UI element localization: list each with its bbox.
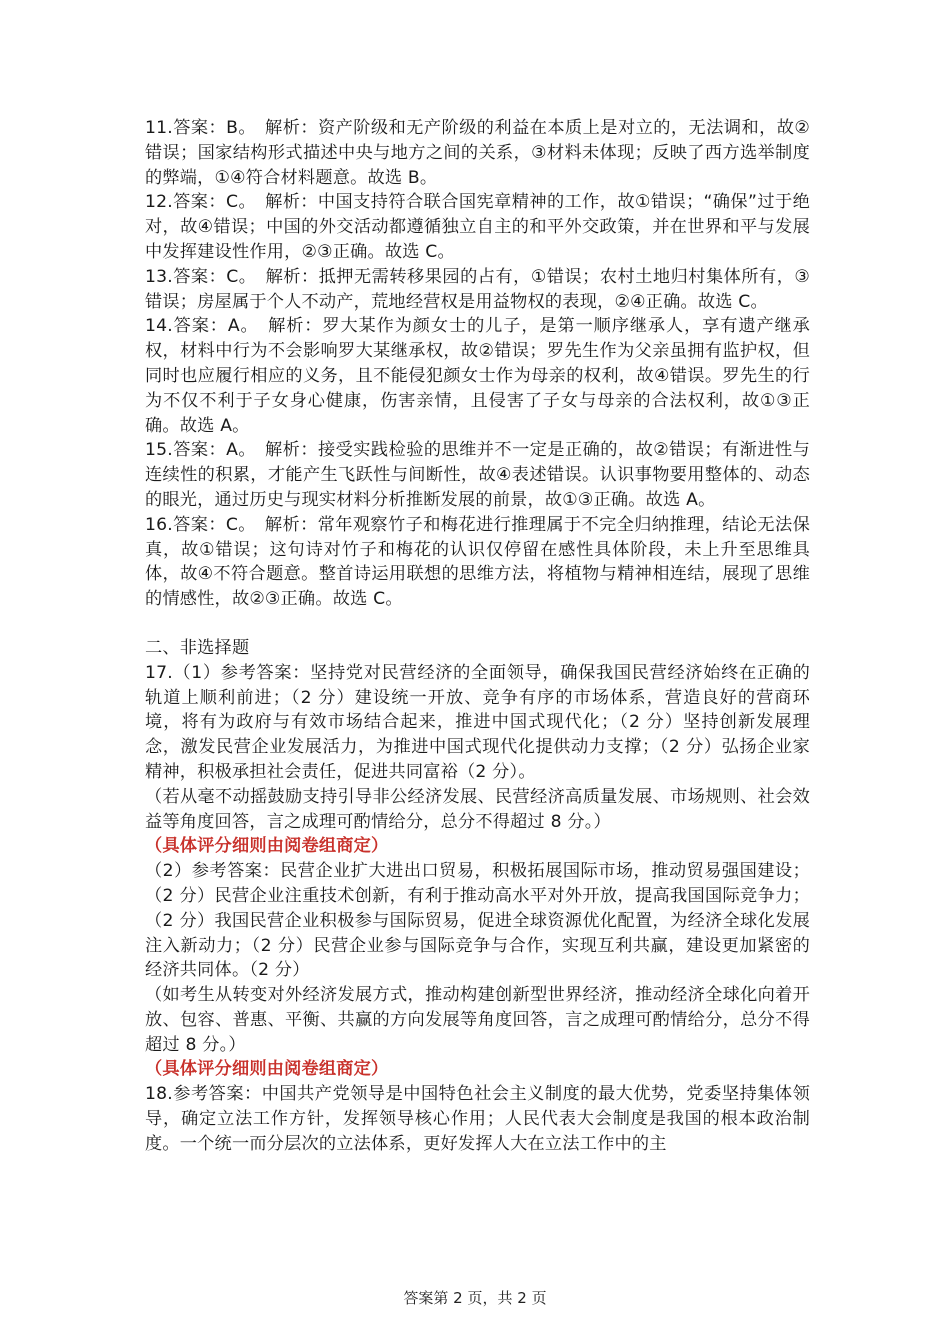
answer-q12: 12.答案：C。 解析：中国支持符合联合国宪章精神的工作，故①错误；“确保”过于绝对，故④错误；中国的外交活动都遵循独立自主的和平外交政策，并在世界和平与发展中发挥建设性作用，②③正确。故选 C。 <box>145 192 810 262</box>
answer-q17-part1-note: （若从毫不动摇鼓励支持引导非公经济发展、民营经济高质量发展、市场规则、社会效益等角度回答，言之成理可酌情给分，总分不得超过 8 分。） <box>145 786 810 832</box>
section-heading: 二、非选择题 <box>145 637 250 658</box>
answer-page <box>145 116 810 1157</box>
section-spacer <box>145 612 810 636</box>
answer-q16: 16.答案：C。 解析：常年观察竹子和梅花进行推理属于不完全归纳推理，结论无法保真，故①错误；这句诗对竹子和梅花的认识仅停留在感性具体阶段，未上升至思维具体，故④不符合题意。整首诗运用联想的思维方法，将植物与精神相连结，展现了思维的情感性，故②③正确。故选 C。 <box>145 514 810 610</box>
answer-q17-part2-note: （如考生从转变对外经济发展方式，推动构建创新型世界经济，推动经济全球化向着开放、包容、普惠、平衡、共赢的方向发展等角度回答，言之成理可酌情给分，总分不得超过 8 分。） <box>145 985 810 1055</box>
answer-q18: 18.参考答案：中国共产党领导是中国特色社会主义制度的最大优势，党委坚持集体领导，确定立法工作方针，发挥领导核心作用；人民代表大会制度是我国的根本政治制度。一个统一而分层次的立法体系，更好发挥人大在立法工作中的主 <box>145 1084 810 1154</box>
grading-note-red: （具体评分细则由阅卷组商定） <box>145 1059 389 1080</box>
answer-q17-part2: （2）参考答案：民营企业扩大进出口贸易，积极拓展国际市场，推动贸易强国建设；（2 分）民营企业注重技术创新，有利于推动高水平对外开放，提高我国国际竞争力；（2 分）我国民营企业积极参与国际贸易，促进全球资源优化配置，为经济全球化发展注入新动力；（2 分）民营企业参与国际竞争与合作，实现互利共赢，建设更加紧密的经济共同体。（2 分） <box>145 861 810 981</box>
page-footer: 答案第 2 页，共 2 页 <box>403 1289 547 1307</box>
grading-note-red: （具体评分细则由阅卷组商定） <box>145 836 389 857</box>
answer-q17-part1: 17.（1）参考答案：坚持党对民营经济的全面领导，确保我国民营经济始终在正确的轨道上顺利前进；（2 分）建设统一开放、竞争有序的市场体系，营造良好的营商环境，将有为政府与有效市场结合起来，推进中国式现代化；（2 分）坚持创新发展理念，激发民营企业发展活力，为推进中国式现代化提供动力支撑；（2 分）弘扬企业家精神，积极承担社会责任，促进共同富裕（2 分）。 <box>145 662 810 782</box>
answer-q15: 15.答案：A。 解析：接受实践检验的思维并不一定是正确的，故②错误；有渐进性与连续性的积累，才能产生飞跃性与间断性，故④表述错误。认识事物要用整体的、动态的眼光，通过历史与现实材料分析推断发展的前景，故①③正确。故选 A。 <box>145 440 810 510</box>
answer-q13: 13.答案：C。 解析：抵押无需转移果园的占有，①错误；农村土地归村集体所有，③错误；房屋属于个人不动产，荒地经营权是用益物权的表现，②④正确。故选 C。 <box>145 266 810 312</box>
answer-q11: 11.答案：B。 解析：资产阶级和无产阶级的利益在本质上是对立的，无法调和，故②错误；国家结构形式描述中央与地方之间的关系，③材料未体现；反映了西方选举制度的弊端，①④符合材料题意。故选 B。 <box>145 118 810 188</box>
answer-q14: 14.答案：A。 解析：罗大某作为颜女士的儿子，是第一顺序继承人，享有遗产继承权，材料中行为不会影响罗大某继承权，故②错误；罗先生作为父亲虽拥有监护权，但同时也应履行相应的义务，且不能侵犯颜女士作为母亲的权利，故④错误。罗先生的行为不仅不利于子女身心健康，伤害亲情，且侵害了子女与母亲的合法权利，故①③正确。故选 A。 <box>145 316 810 436</box>
